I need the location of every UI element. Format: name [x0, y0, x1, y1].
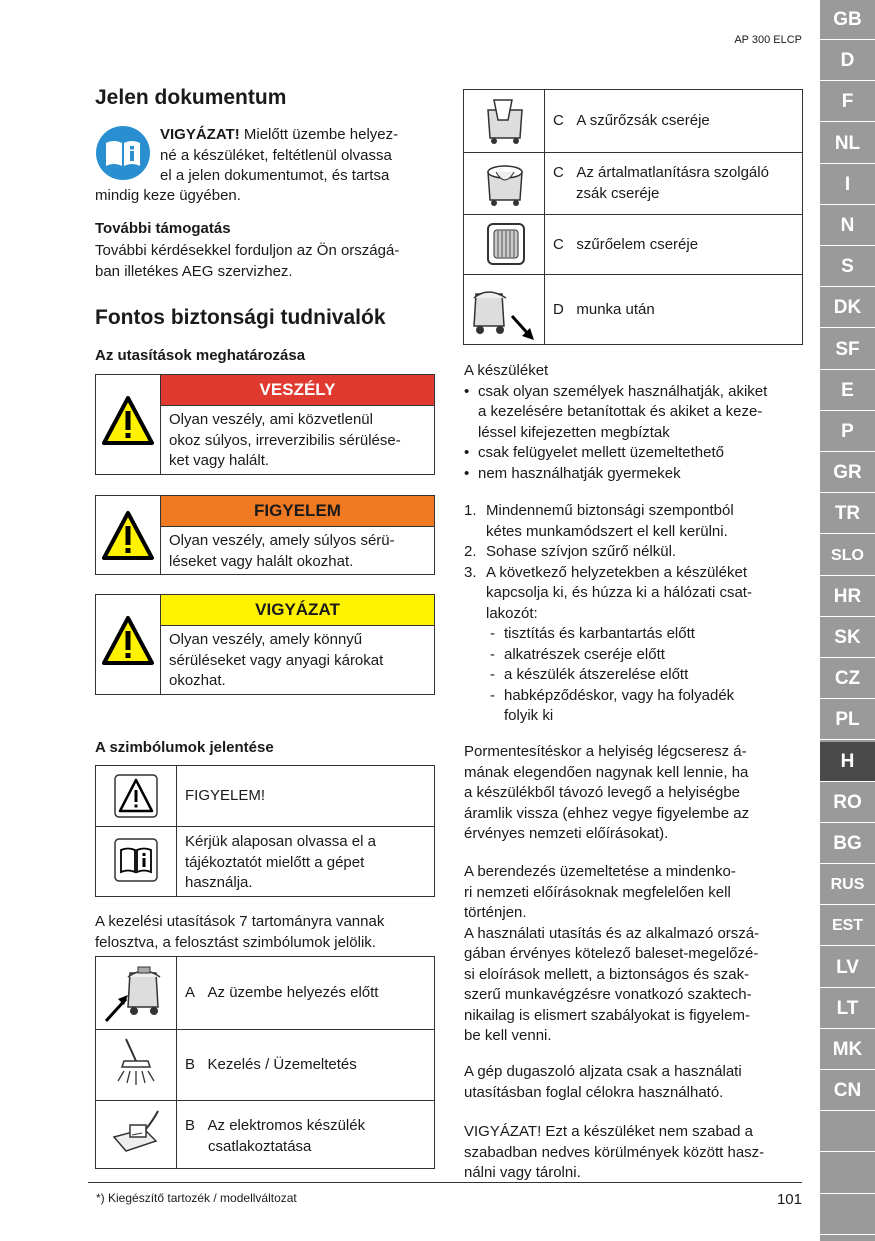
paragraph-regulations	[464, 862, 809, 1047]
paragraph-socket	[464, 1062, 809, 1103]
disposal-bag-icon	[478, 158, 532, 213]
para-line: A használati utasítás és az alkalmazó orszá-	[464, 924, 760, 942]
symbol-manual-line: használja.	[185, 874, 253, 891]
domain-c3	[553, 235, 698, 256]
language-tab-i[interactable]: I	[820, 165, 875, 205]
warning-text	[169, 531, 434, 572]
language-tab-cz[interactable]: CZ	[820, 659, 875, 699]
language-tab-lv[interactable]: LV	[820, 948, 875, 988]
warning-box	[95, 495, 435, 575]
warning-triangle-icon	[101, 615, 155, 672]
para-line: VIGYÁZAT! Ezt a készüléket nem szabad a	[464, 1123, 754, 1140]
numbered-line: Mindennemű biztonsági szempontból	[486, 502, 734, 519]
caution-line: okozhat.	[169, 672, 226, 689]
numbered-line: kétes munkamódszert el kell kerülni.	[486, 522, 728, 540]
danger-line: ket vagy halált.	[169, 452, 270, 469]
language-tab-d[interactable]: D	[820, 41, 875, 81]
domain-letter: C	[553, 112, 564, 129]
language-tab-sf[interactable]: SF	[820, 330, 875, 370]
footer-divider	[88, 1182, 802, 1183]
language-tab-empty	[820, 1195, 875, 1235]
para-line: utasításban foglal célokra használható.	[464, 1083, 724, 1101]
warning-line: mindig keze ügyében.	[95, 187, 241, 204]
domain-d	[553, 300, 655, 321]
footer-note: *) Kiegészítő tartozék / modellváltozat	[96, 1191, 297, 1205]
language-tab-s[interactable]: S	[820, 247, 875, 287]
symbols-table	[95, 765, 435, 897]
language-tab-mk[interactable]: MK	[820, 1030, 875, 1070]
language-tab-empty	[820, 1154, 875, 1194]
para-line: történjen.	[464, 904, 527, 921]
support-line: ban illetékes AEG szervizhez.	[95, 262, 293, 280]
floor-nozzle-icon	[110, 1035, 162, 1098]
caution-text	[169, 630, 434, 692]
sub-item: a készülék átszerelése előtt	[504, 666, 689, 683]
para-line: A gép dugaszoló aljzata csak a használati	[464, 1063, 742, 1080]
paragraph-outdoor-warning	[464, 1122, 809, 1184]
para-line: Pormentesítéskor a helyiség légcseresz á-	[464, 743, 747, 760]
language-tab-gb[interactable]: GB	[820, 0, 875, 40]
danger-line: Olyan veszély, ami közvetlenül	[169, 411, 373, 428]
bullet-line: csak olyan személyek használhatják, akiket	[478, 382, 768, 400]
para-line: ri nemzeti előírásoknak megfelelően kell	[464, 883, 731, 901]
warning-bold: VIGYÁZAT!	[160, 126, 240, 143]
para-line: szerű munkavégzésre vonatkozó szaktech-	[464, 986, 752, 1003]
support-line: További kérdésekkel forduljon az Ön országá-	[95, 242, 400, 259]
domains-intro	[95, 912, 440, 953]
filter-element-icon	[486, 222, 526, 271]
language-tab-bg[interactable]: BG	[820, 824, 875, 864]
language-tab-pl[interactable]: PL	[820, 700, 875, 740]
symbol-attention-text: FIGYELEM!	[185, 787, 266, 804]
warning-line: né a készüléket, feltétlenül olvassa	[160, 146, 392, 164]
domain-letter: A	[185, 984, 196, 1001]
bullet-line: a kezelésére betanítottak és akiket a keze-	[478, 403, 763, 420]
domain-c2	[553, 163, 798, 204]
domain-letter: C	[553, 164, 564, 181]
language-tab-h[interactable]: H	[820, 742, 875, 782]
read-manual-icon	[95, 125, 151, 181]
sub-item: habképződéskor, vagy ha folyadék	[504, 686, 735, 704]
language-tab-empty	[820, 1112, 875, 1152]
para-line: nálni vagy tárolni.	[464, 1164, 581, 1181]
bullet-line: csak felügyelet mellett üzemeltethető	[478, 444, 724, 461]
domain-text: szűrőelem cseréje	[576, 236, 699, 253]
definitions-title: Az utasítások meghatározása	[95, 347, 306, 364]
domain-text: Kezelés / Üzemeltetés	[207, 1056, 357, 1073]
para-line: szabadban nedves körülmények között hasz-	[464, 1143, 765, 1161]
para-line: áramlik vissza (ehhez vegye figyelembe az	[464, 804, 750, 822]
vacuum-arrow-in-icon	[104, 963, 168, 1028]
numbered-line: A következő helyzetekben a készüléket	[486, 563, 747, 581]
filter-bag-icon	[478, 96, 532, 151]
symbol-manual-line: tájékoztatót mielőtt a gépet	[185, 853, 365, 871]
warning-line: Olyan veszély, amely súlyos sérü-	[169, 532, 395, 549]
power-plug-icon	[106, 1107, 166, 1168]
caution-banner: VIGYÁZAT	[161, 595, 434, 625]
language-tab-cn[interactable]: CN	[820, 1071, 875, 1111]
language-tab-e[interactable]: E	[820, 371, 875, 411]
domain-letter: B	[185, 1056, 196, 1073]
page-number: 101	[776, 1191, 802, 1208]
warning-line: léseket vagy halált okozhat.	[169, 552, 354, 570]
domain-text: Az üzembe helyezés előtt	[207, 984, 379, 1001]
domain-text: munka után	[576, 301, 655, 318]
domain-letter: C	[553, 236, 564, 253]
para-line: si eloírások mellett, a biztonságos és szak-	[464, 965, 750, 983]
para-line: érvényes nemzeti előírásokat).	[464, 825, 669, 842]
language-tab-est[interactable]: EST	[820, 906, 875, 946]
domains-table-left	[95, 956, 435, 1169]
bullet-line: nem használhatják gyermekek	[478, 464, 681, 482]
caution-line: sérüléseket vagy anyagi károkat	[169, 651, 384, 669]
warning-line: el a jelen dokumentumot, és tartsa	[160, 167, 390, 184]
warning-banner: FIGYELEM	[161, 496, 434, 526]
safety-numbered-list: 1. Mindennemű biztonsági szempontból kétes munkamódszert el kell kerülni. 2. Sohase szívjon szűrő nélkül. 3. A következő helyzetekben a készüléket kapcsolja ki, és húzza ki a hálózati csat- lakozót: - tisztítás és karbantartás előtt - alkatrészek cseréje előtt - a készülék átszerelése előtt - habképződéskor, vagy ha folyadék folyik ki	[464, 501, 809, 727]
domain-text: Az elektromos készülék	[207, 1117, 366, 1134]
device-usage-section: A készüléket • csak olyan személyek használhatják, akiket a kezelésére betanítottak és akiket a keze- léssel kifejezetten megbíztak • csak felügyelet mellett üzemeltethető • nem használhatják gyermekek	[464, 361, 809, 484]
para-line: nikailag is elismert szabályokat is figyelem-	[464, 1006, 750, 1024]
numbered-line: kapcsolja ki, és húzza ki a hálózati csat-	[486, 584, 752, 601]
language-tab-hr[interactable]: HR	[820, 577, 875, 617]
language-tab-lt[interactable]: LT	[820, 989, 875, 1029]
domain-text: A szűrőzsák cseréje	[576, 112, 710, 129]
language-tab-f[interactable]: F	[820, 82, 875, 122]
numbered-line: Sohase szívjon szűrő nélkül.	[486, 543, 677, 560]
language-tab-p[interactable]: P	[820, 412, 875, 452]
sub-item: folyik ki	[504, 707, 554, 724]
domain-text: Az ártalmatlanításra szolgáló	[576, 164, 769, 181]
domains-line: A kezelési utasítások 7 tartományra vannak	[95, 913, 385, 930]
language-sidebar	[820, 0, 875, 1241]
device-intro: A készüléket	[464, 362, 549, 379]
language-tab-n[interactable]: N	[820, 206, 875, 246]
language-tab-dk[interactable]: DK	[820, 288, 875, 328]
para-line: be kell venni.	[464, 1027, 552, 1044]
domain-a	[185, 983, 378, 1004]
domain-c1	[553, 111, 710, 132]
domain-text: csatlakoztatása	[208, 1137, 312, 1155]
para-line: a készülékből távozó levegő a helyiségbe	[464, 784, 741, 801]
danger-banner: VESZÉLY	[161, 375, 434, 405]
danger-text	[169, 410, 434, 472]
para-line: mának elegendően nagynak kell lennie, ha	[464, 763, 749, 781]
domains-table-right	[463, 89, 803, 345]
para-line: A berendezés üzemeltetése a mindenko-	[464, 863, 736, 880]
warning-line: Mielőtt üzembe helyez-	[239, 126, 399, 143]
domain-b1	[185, 1055, 357, 1076]
symbol-manual-line: Kérjük alaposan olvassa el a	[185, 833, 376, 850]
para-line: gában érvényes kötelező baleset-megelőzé-	[464, 945, 759, 962]
sub-item: alkatrészek cseréje előtt	[504, 645, 665, 663]
language-tab-ro[interactable]: RO	[820, 783, 875, 823]
language-tab-sk[interactable]: SK	[820, 618, 875, 658]
language-tab-gr[interactable]: GR	[820, 453, 875, 493]
domains-line: felosztva, a felosztást szimbólumok jelölik.	[95, 933, 376, 951]
symbols-title: A szimbólumok jelentése	[95, 739, 274, 756]
support-text	[95, 241, 435, 282]
domain-b2	[185, 1116, 365, 1157]
caution-box	[95, 594, 435, 695]
read-manual-icon	[114, 838, 158, 887]
warning-triangle-icon	[101, 510, 155, 567]
caution-line: Olyan veszély, amely könnyű	[169, 631, 363, 648]
attention-triangle-icon	[114, 774, 158, 823]
danger-box	[95, 374, 435, 475]
warning-triangle-icon	[101, 395, 155, 452]
manual-warning-text	[160, 125, 430, 187]
language-tab-nl[interactable]: NL	[820, 124, 875, 164]
sub-item: tisztítás és karbantartás előtt	[504, 625, 695, 642]
domain-text: zsák cseréje	[576, 184, 660, 202]
vacuum-arrow-out-icon	[468, 280, 538, 345]
section-title-safety: Fontos biztonsági tudnivalók	[95, 306, 386, 329]
numbered-line: lakozót:	[486, 604, 538, 622]
paragraph-ventilation	[464, 742, 809, 845]
support-title: További támogatás	[95, 220, 231, 237]
danger-line: okoz súlyos, irreverzibilis sérülése-	[169, 431, 401, 449]
language-tab-rus[interactable]: RUS	[820, 865, 875, 905]
language-tab-slo[interactable]: SLO	[820, 536, 875, 576]
bullet-line: léssel kifejezetten megbíztak	[478, 423, 670, 441]
model-name: AP 300 ELCP	[734, 34, 802, 46]
symbol-manual-text	[185, 832, 430, 894]
domain-letter: D	[553, 301, 564, 318]
language-tab-tr[interactable]: TR	[820, 494, 875, 534]
domain-letter: B	[185, 1117, 196, 1134]
section-title-document: Jelen dokumentum	[95, 86, 287, 109]
